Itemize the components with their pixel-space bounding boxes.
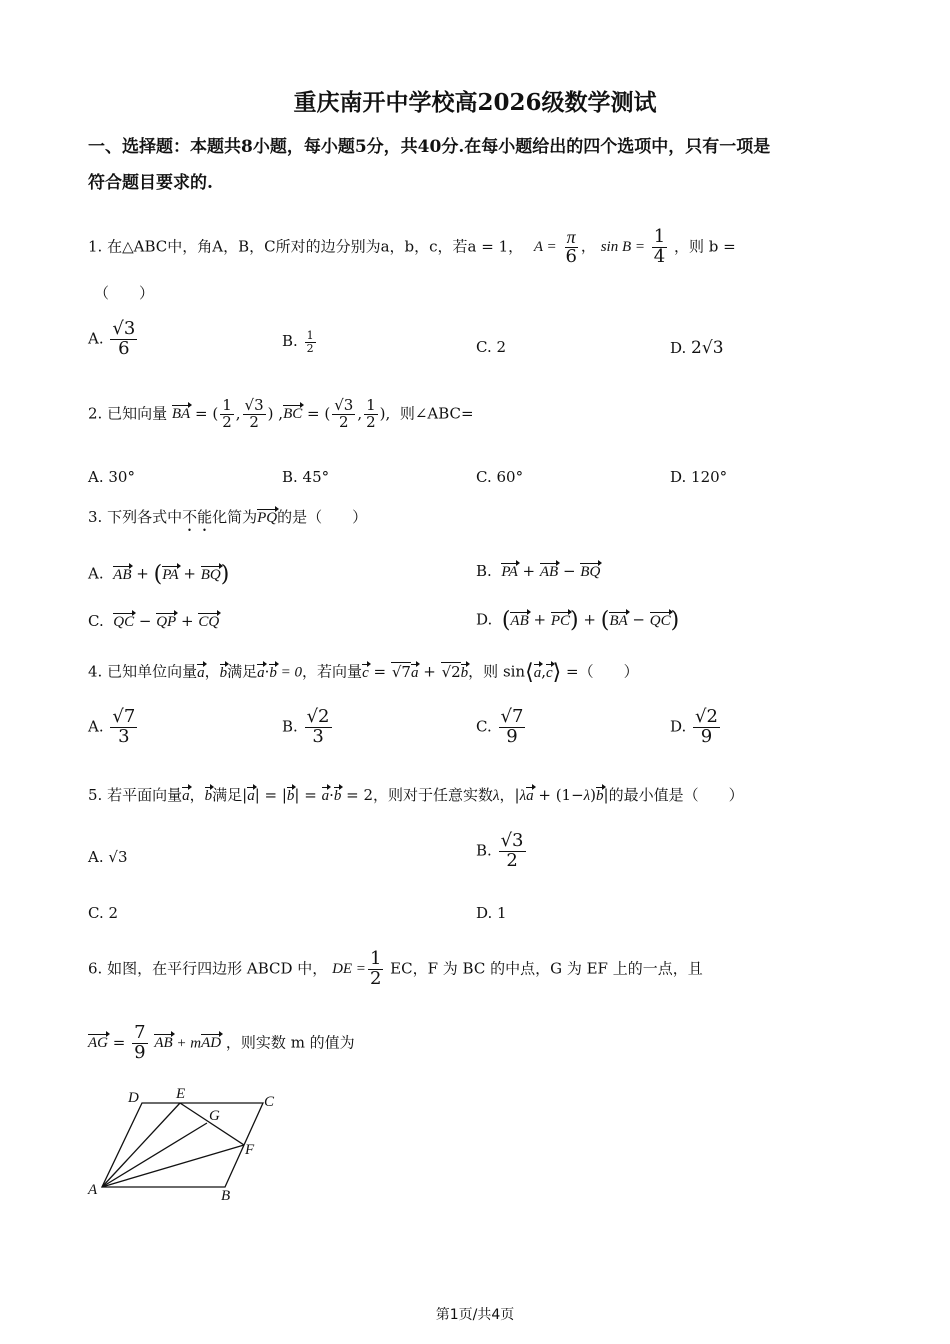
q1-option-a[interactable]: A. $\frac{√3}{6}$ — [88, 318, 136, 359]
question-1-stem: 1. 在△ABC中，角A，B，C所对的边分别为a，b，c，若a = 1， A = $\frac{\pi}{6}$ ， sin B = $\frac{1}{4}$ ，则 b = — [88, 226, 736, 267]
q4-option-d[interactable]: D. $\frac{√2}{9}$ — [670, 706, 718, 747]
question-4-stem: 4. 已知单位向量a，b满足a·b = 0，若向量c = √7a + √2b，则 sin⟨a,c⟩ =（ ） — [88, 660, 639, 685]
question-5-stem: 5. 若平面向量a，b满足|a| = |b| = a·b = 2，则对于任意实数λ，|λa + (1−λ)b|的最小值是（ ） — [88, 786, 744, 804]
section-heading-line2: 符合题目要求的. — [88, 173, 213, 193]
q2-option-a[interactable]: A. 30° — [88, 468, 135, 486]
q4-option-b[interactable]: B. $\frac{√2}{3}$ — [282, 706, 330, 747]
page-title: 重庆南开中学校高2026级数学测试 — [293, 89, 657, 116]
q5-option-c[interactable]: C. 2 — [88, 904, 119, 922]
q5-option-b[interactable]: B. $\frac{√3}{2}$ — [476, 830, 524, 871]
label-f: F — [245, 1142, 255, 1158]
q2-option-b[interactable]: B. 45° — [282, 468, 330, 486]
label-g: G — [209, 1108, 220, 1124]
parallelogram-abcd — [102, 1103, 263, 1187]
segment-af — [102, 1145, 244, 1187]
angle-a-label: A = — [533, 239, 557, 256]
parallelogram-figure — [80, 1080, 300, 1210]
q3-option-c[interactable]: C. QC − QP + CQ — [88, 612, 220, 630]
angle-a-fraction: $\frac{\pi}{6}$ — [565, 227, 577, 267]
label-e: E — [176, 1086, 186, 1102]
question-2-stem: 2. 已知向量 BA = ( $\frac{1}{2}$ , $\frac{√3}{2}$ ) ,BC = ( $\frac{√3}{2}$ , $\frac{1}{2}$ ), 则∠ABC= — [88, 396, 474, 431]
section-heading-line1: 一、选择题：本题共8小题，每小题5分，共40分.在每小题给出的四个选项中，只有一项是 — [88, 137, 771, 157]
q1-option-b[interactable]: B. $\frac{1}{2}$ — [282, 329, 314, 355]
label-b: B — [221, 1188, 231, 1204]
q2-option-d[interactable]: D. 120° — [670, 468, 728, 486]
question-6-equation: AG = $\frac{7}{9}$ AB + mAD ，则实数 m 的值为 — [88, 1022, 355, 1063]
question-1-text: 在△ABC中，角A，B，C所对的边分别为a，b，c，若a = 1， — [107, 237, 524, 256]
q3-option-a[interactable]: A. AB + (PA + BQ) — [88, 562, 230, 587]
q3-option-b[interactable]: B. PA + AB − BQ — [476, 562, 601, 580]
question-3-stem: 3. 下列各式中不能化简为PQ的是（ ） — [88, 508, 368, 526]
q2-option-c[interactable]: C. 60° — [476, 468, 524, 486]
question-6-stem: 6. 如图，在平行四边形 ABCD 中， DE = $\frac{1}{2}$ EC，F 为 BC 的中点，G 为 EF 上的一点，且 — [88, 948, 703, 989]
q3-option-d[interactable]: D. (AB + PC) + (BA − QC) — [476, 608, 680, 633]
label-c: C — [264, 1094, 275, 1110]
label-d: D — [128, 1090, 139, 1106]
q5-option-d[interactable]: D. 1 — [476, 904, 507, 922]
q1-option-d[interactable]: D. 2√3 — [670, 338, 724, 358]
q4-option-a[interactable]: A. $\frac{√7}{3}$ — [88, 706, 136, 747]
q4-option-c[interactable]: C. $\frac{√7}{9}$ — [476, 706, 524, 747]
q1-option-c[interactable]: C. 2 — [476, 338, 507, 356]
page-footer: 第1页/共4页 — [435, 1307, 515, 1323]
question-number: 1. — [88, 237, 103, 256]
q5-option-a[interactable]: A. √3 — [88, 848, 128, 866]
label-a: A — [88, 1182, 98, 1198]
sin-b-label: sin B = — [600, 239, 645, 256]
answer-paren: （ ） — [94, 284, 155, 302]
question-1-tail: ，则 b = — [674, 237, 736, 256]
sin-b-fraction: $\frac{1}{4}$ — [653, 226, 666, 267]
segment-ae — [102, 1103, 180, 1187]
